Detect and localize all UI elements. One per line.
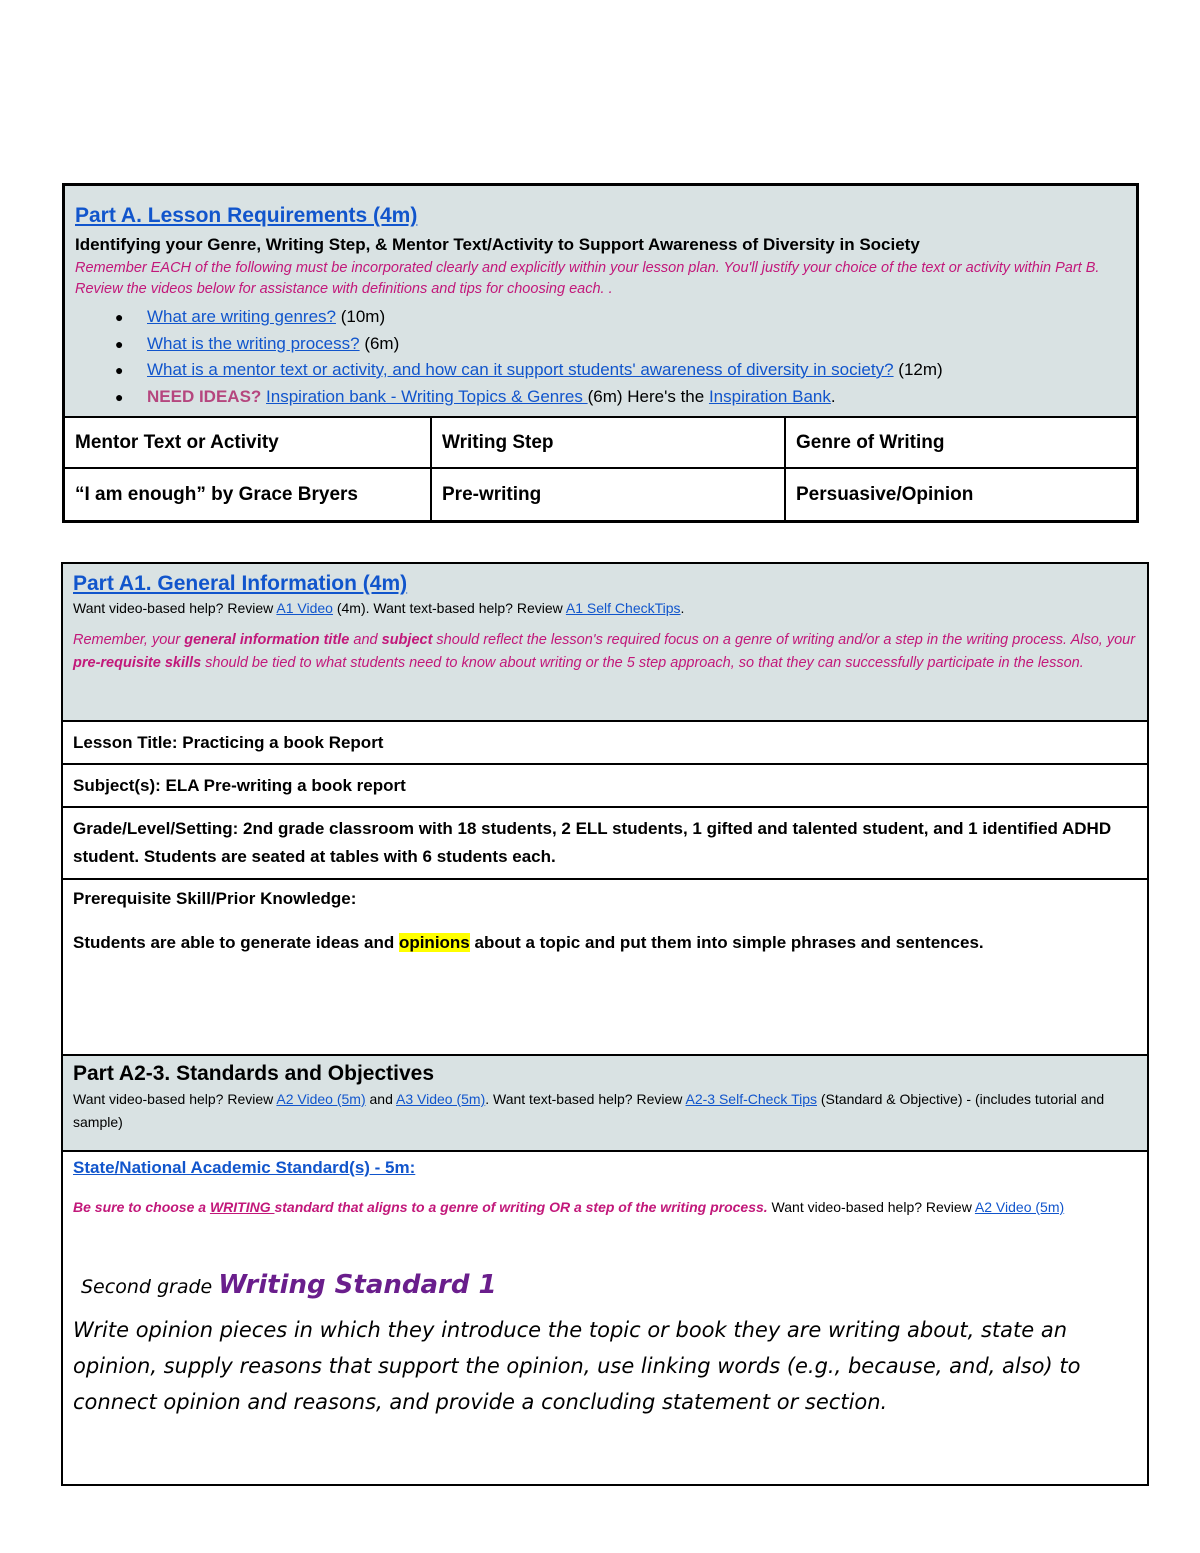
table-header-cell: Genre of Writing <box>796 431 945 453</box>
part-a-note: Remember EACH of the following must be incorporated clearly and explicitly within your lesson plan. You'll justify your choice of the text or activity within Part B. Review the videos below for assistance with definitions and tips for choosing each. . <box>75 260 1100 297</box>
part-a-header <box>65 186 1136 418</box>
list-item <box>115 384 1126 411</box>
inspiration-bank-topics-link[interactable]: Inspiration bank - Writing Topics & Genres <box>266 386 588 406</box>
part-a1-table <box>61 562 1149 1486</box>
a1-self-check-link[interactable]: A1 Self CheckTips <box>565 600 681 616</box>
part-a23-header <box>63 1056 1147 1152</box>
duration-label: (10m) <box>335 307 386 326</box>
table-row <box>65 418 1136 469</box>
prereq-text <box>73 929 1137 957</box>
note-text: Remember, your <box>73 632 185 648</box>
period: . <box>680 600 685 616</box>
part-a1-help <box>73 598 1137 619</box>
standard-heading-link[interactable]: State/National Academic Standard(s) - 5m: <box>73 1158 416 1177</box>
a1-video-link[interactable]: A1 Video <box>276 600 333 616</box>
need-ideas-label: NEED IDEAS? <box>147 386 262 406</box>
a2-video-link[interactable]: A2 Video (5m) <box>974 1199 1065 1215</box>
table-cell[interactable]: Pre-writing <box>432 469 786 520</box>
bullet-icon: ● <box>115 335 124 352</box>
table-row <box>65 469 1136 520</box>
part-a-title[interactable]: Part A. Lesson Requirements (4m) <box>75 204 418 227</box>
subjects: Subject(s): ELA Pre-writing a book report <box>73 775 406 795</box>
prereq-row[interactable] <box>63 880 1147 1056</box>
bullet-icon: ● <box>115 362 124 378</box>
grade-label: Second grade <box>81 1276 219 1298</box>
note-emphasis: WRITING <box>209 1199 275 1215</box>
table-header-cell: Writing Step <box>432 418 786 467</box>
period: . <box>830 386 836 406</box>
duration-label: (6m) Here's the <box>587 386 709 406</box>
lesson-title: Lesson Title: Practicing a book Report <box>73 732 384 752</box>
help-text: (Standard & Objective) - (includes tutorial and sample) <box>73 1091 1105 1130</box>
highlighted-word: opinions <box>398 933 470 952</box>
note-text: should be tied to what students need to know about writing or the 5 step approach, so that they can successfully participate in the lesson. <box>201 654 1084 671</box>
part-a23-help <box>73 1088 1137 1134</box>
table-header-cell: Mentor Text or Activity <box>65 418 432 467</box>
bullet-icon: ● <box>115 309 124 325</box>
duration-label: (6m) <box>359 333 400 353</box>
part-a1-note <box>73 629 1137 674</box>
part-a1-header <box>63 564 1147 722</box>
standard-text: Write opinion pieces in which they introduce the topic or book they are writing about, state an opinion, supply reasons that support the opinion, use linking words (e.g., because, and, also) to connect opinion and reasons, and provide a concluding statement or section. <box>73 1318 1081 1414</box>
a2-video-link[interactable]: A2 Video (5m) <box>276 1091 366 1107</box>
table-cell[interactable]: “I am enough” by Grace Bryers <box>65 469 432 520</box>
note-emphasis: subject <box>381 632 433 648</box>
prereq-label: Prerequisite Skill/Prior Knowledge: <box>73 889 357 908</box>
help-text: Want video-based help? Review <box>73 1091 277 1107</box>
bullet-icon: ● <box>115 388 124 405</box>
help-text: Want video-based help? Review <box>767 1199 975 1215</box>
grade-setting-row[interactable] <box>63 808 1147 880</box>
list-item <box>115 331 1126 358</box>
help-text: (4m). Want text-based help? Review <box>332 600 566 616</box>
help-text: and <box>365 1091 396 1107</box>
duration-label: (12m) <box>893 360 943 379</box>
writing-process-link[interactable]: What is the writing process? <box>147 333 360 353</box>
grade-setting: Grade/Level/Setting: 2nd grade classroom with 18 students, 2 ELL students, 1 gifted and talented student, and 1 identified ADHD student. Students are seated at tables with 6 students each. <box>73 819 1112 866</box>
note-emphasis: pre-requisite skills <box>73 654 202 671</box>
note-text: standard that aligns to a genre of writing OR a step of the writing process. <box>274 1199 768 1215</box>
video-list <box>75 304 1126 410</box>
mentor-text-link[interactable]: What is a mentor text or activity, and how can it support students' awareness of diversity in society? <box>147 360 894 379</box>
subject-row[interactable] <box>63 765 1147 808</box>
part-a-table <box>62 183 1139 523</box>
note-text: Be sure to choose a <box>73 1199 210 1215</box>
standard-name: Writing Standard 1 <box>218 1270 497 1300</box>
a23-self-check-link[interactable]: A2-3 Self-Check Tips <box>685 1091 817 1107</box>
prereq-text-part: Students are able to generate ideas and <box>73 933 399 952</box>
table-cell[interactable]: Persuasive/Opinion <box>796 483 974 505</box>
help-text: Want video-based help? Review <box>73 600 277 616</box>
standards-section[interactable] <box>63 1152 1147 1484</box>
part-a-subtitle: Identifying your Genre, Writing Step, & Mentor Text/Activity to Support Awareness of Diversity in Society <box>75 235 920 254</box>
part-a23-title: Part A2-3. Standards and Objectives <box>73 1062 435 1085</box>
part-a1-title[interactable]: Part A1. General Information (4m) <box>73 572 408 595</box>
standard-title <box>73 1270 1137 1300</box>
list-item <box>115 304 1126 331</box>
note-emphasis: general information title <box>184 632 350 648</box>
help-text: . Want text-based help? Review <box>485 1091 686 1107</box>
standard-note <box>73 1196 1137 1218</box>
list-item <box>115 357 1126 384</box>
lesson-title-row[interactable] <box>63 722 1147 765</box>
note-text: and <box>349 632 382 648</box>
inspiration-bank-link[interactable]: Inspiration Bank <box>708 386 831 406</box>
writing-genres-link[interactable]: What are writing genres? <box>147 307 336 326</box>
prereq-text-part: about a topic and put them into simple phrases and sentences. <box>469 933 984 952</box>
note-text: should reflect the lesson's required focus on a genre of writing and/or a step in the writing process. Also, your <box>432 632 1136 648</box>
a3-video-link[interactable]: A3 Video (5m) <box>396 1091 486 1107</box>
